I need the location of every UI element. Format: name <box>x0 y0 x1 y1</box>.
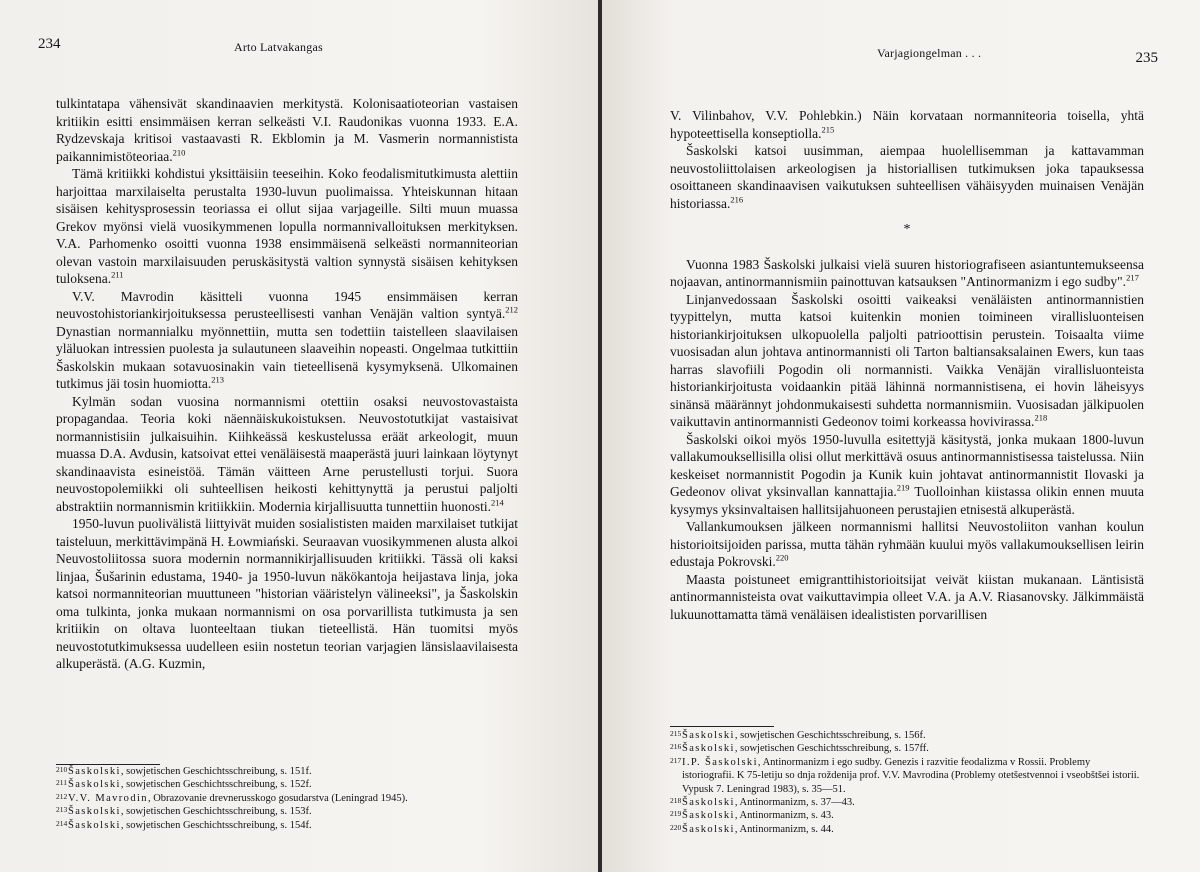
footnote <box>56 819 526 832</box>
paragraph-text: Tuolloinhan kiistassa olikin ennen muuta kysymys yksinvaltaisen hallitsijahuoneen perustajien etnisestä alkuperästä. <box>670 484 1144 517</box>
paragraph-text: Šaskolski oikoi myös 1950-luvulla esitettyjä käsitystä, jonka mukaan 1800-luvun vallakumouksellisilla olisi ollut merkittävä osuus antinormannistisessa taistelussa. Niin keskeiset normannistit Pogodin ja Kunik kuin johtavat antinormannistit Ilovaski ja Gedeonov olivat yksinvallan kannattajia. <box>670 431 1144 499</box>
paragraph <box>670 291 1144 431</box>
paragraph-text: Šaskolski katsoi uusimman, aiempaa huolellisemman ja kattavamman neuvostoliittolaisen arkeologisen ja historiallisen tutkimuksen joka tapauksessa osoittaneen skandinaavisen vaikutuksen suhteellisen vähäisyyden muinaisen Venäjän historiassa. <box>670 143 1144 211</box>
footnote-author: V.V. Mavrodin <box>68 792 148 804</box>
paragraph-text: Vallankumouksen jälkeen normannismi hallitsi Neuvostoliiton vanhan koulun historioitsijoiden parissa, mutta tähän ryhmään kuului myös vallakumouksellisen leirin edustaja Pokrovski. <box>670 519 1144 569</box>
footnote <box>670 729 1140 742</box>
footnote-text <box>682 796 1140 809</box>
running-head: Arto Latvakangas <box>234 40 323 54</box>
footnote-citation: , Antinormanizm, s. 43. <box>734 810 834 822</box>
footnote-ref: 214 <box>490 497 504 507</box>
paragraph-text: Dynastian normannialku myönnettiin, mutta sen todettiin taistelleen slaavilaisen yläluokan intressien puolesta ja sulautuneen slaaveihin nopeasti. Ongelmaa tutkittiin Šaskolskin mukaan sotavuosinakin vain tieteellisenä kysymyksenä. Ulkomainen tutkimus jäi tosin huomiotta. <box>56 323 518 391</box>
paragraph <box>56 165 518 288</box>
footnote-number: 211 <box>56 778 67 788</box>
left-page <box>0 0 598 872</box>
footnote-ref: 211 <box>111 269 124 280</box>
footnote-number: 219 <box>670 809 682 819</box>
footnote-text <box>682 756 1140 796</box>
footnote-citation: , Obrazovanie drevnerusskogo gosudarstva (Leningrad 1945). <box>147 792 408 804</box>
footnote-author: Šaskolski <box>682 810 735 822</box>
paragraph <box>670 431 1144 519</box>
footnote-author: I.P. Šaskolski <box>682 756 758 768</box>
footnote-text <box>682 823 1140 836</box>
footnote-citation: , sowjetischen Geschichtsschreibung, s. 157ff. <box>734 743 929 755</box>
footnote <box>56 778 526 791</box>
footnote-ref: 212 <box>505 304 518 315</box>
footnote-rule <box>670 726 774 727</box>
body-text-top <box>670 107 1144 212</box>
footnote-author: Šaskolski <box>68 779 121 791</box>
footnote-author: Šaskolski <box>68 766 121 777</box>
footnote <box>670 756 1140 796</box>
paragraph <box>56 393 518 516</box>
running-head: Varjagiongelman . . . <box>877 46 982 60</box>
footnote-author: Šaskolski <box>682 730 735 741</box>
paragraph-text: 1950-luvun puolivälistä liittyivät muiden sosialististen maiden marxilaiset tutkijat taisteluun, merkittävimpänä H. Łowmiański. Seuraavan vuosikymmenen alusta alkoi Neuvostoliitossa suora modernin normannikirjallisuuden kritiikki. Tässä oli kaksi linjaa, Šušarinin edustama, 1940- ja 1950-luvun näkökantoja heijastava linja, joka katsoi normanniteorian muuttuneen "historian vääristelyn välineeksi", ja Šaskolskin oma tulkinta, jonka mukaan normannismi on osa porvarillista tutkimusta ja sen kritiikin on oltava luonteeltaan tiukan tieteellistä. Hän tuomitsi myös neuvostotutkimuksessa uudelleen esiin nostetun teorian varjagien länsislaavilaisesta alkuperästä. (A.G. Kuzmin, <box>56 516 518 671</box>
footnote-text <box>68 819 526 832</box>
footnote-author: Šaskolski <box>682 823 735 835</box>
footnote-number: 210 <box>56 765 68 774</box>
footnote-text <box>68 805 526 818</box>
paragraph <box>56 515 518 673</box>
footnote-ref: 218 <box>1034 412 1048 423</box>
section-separator: * <box>903 222 911 237</box>
footnote-citation: , Antinormanizm, s. 37—43. <box>734 797 855 809</box>
footnote-citation: , sowjetischen Geschichtsschreibung, s. 154f. <box>120 819 312 831</box>
footnote-number: 218 <box>670 796 682 806</box>
footnote-ref: 220 <box>775 552 789 563</box>
footnote-ref: 213 <box>211 374 224 385</box>
paragraph <box>670 107 1144 142</box>
paragraph <box>670 571 1144 624</box>
footnote-number: 220 <box>670 822 682 832</box>
footnote-citation: , sowjetischen Geschichtsschreibung, s. 153f. <box>120 806 312 818</box>
page-number: 234 <box>38 36 61 52</box>
paragraph-text: Maasta poistuneet emigranttihistorioitsijat veivät kiistan mukanaan. Läntisistä antinormannisteista ovat vaikuttavimpia olleet V.A. ja A.V. Riasanovsky. Jälkimmäistä lukuunottamatta tämä venäläisen idealististen porvarillisen <box>670 571 1144 622</box>
footnote-text <box>68 792 526 805</box>
paragraph-text: V. Vilinbahov, V.V. Pohlebkin.) Näin korvataan normanniteoria toisella, yhtä hypoteettisella konseptiolla. <box>670 108 1144 141</box>
paragraph <box>670 518 1144 571</box>
paragraph-text: Kylmän sodan vuosina normannismi otettiin osaksi neuvostovastaista propagandaa. Teoria koki näennäiskukoistuksen. Neuvostotutkijat vastaisivat normannistisiin julkaisuihin. Kiihkeässä keskustelussa eräät arkeologit, muun muassa D.A. Avdusin, katsoivat ettei venäläisestä maaperästä juuri lainkaan löytynyt skandinaavista esineistöä. Tämän väitteen Arne perustellusti torjui. Suora neuvostopolemiikki oli suhteellisen heikosti kehittynyttä ja perustui paljolti abstraktiin normannismin kritiikkiin. Modernia kirjallisuutta tunnettiin huonosti. <box>56 393 518 514</box>
footnote-citation: , sowjetischen Geschichtsschreibung, s. 156f. <box>734 730 926 741</box>
footnote-ref: 210 <box>172 147 186 157</box>
footnote <box>56 805 526 818</box>
footnote <box>56 792 526 805</box>
body-text-bottom <box>670 256 1144 624</box>
footnote-citation: , Antinormanizm, s. 44. <box>734 823 834 835</box>
footnote-author: Šaskolski <box>68 819 121 831</box>
paragraph-text: tulkintatapa vähensivät skandinaavien merkitystä. Kolonisaatioteorian vastaisen kritiikin esitti ensimmäisen kerran selkeästi V.I. Raudonikas vuonna 1933. E.A. Rydzevskaja kritisoi vastaavasti R. Ekblomin ja M. Vasmerin normannistista paikannimistöteoriaa. <box>56 96 518 164</box>
body-text <box>670 107 1144 623</box>
footnote-number: 216 <box>670 742 682 752</box>
footnote-ref: 215 <box>821 124 835 134</box>
footnote <box>670 809 1140 822</box>
footnote-ref: 217 <box>1126 272 1139 283</box>
footnote <box>56 765 526 778</box>
paragraph-text: Vuonna 1983 Šaskolski julkaisi vielä suuren historiografiseen asiantuntemukseensa nojaavan, antinormannismiin painottuvan katsauksen "Antinormanizm i ego sudby". <box>670 256 1144 289</box>
paragraph <box>56 288 518 393</box>
footnote-author: Šaskolski <box>682 797 735 809</box>
footnote-text <box>68 765 526 778</box>
paragraph-text: V.V. Mavrodin käsitteli vuonna 1945 ensimmäisen kerran neuvostohistoriankirjoituksessa perusteellisesti vanhan Venäjän valtion syntyä. <box>56 288 518 321</box>
footnote-text <box>682 729 1140 742</box>
page-number: 235 <box>1135 50 1158 66</box>
right-page <box>602 0 1200 872</box>
footnotes <box>56 765 526 832</box>
footnote-author: Šaskolski <box>68 806 121 818</box>
footnote-ref: 219 <box>896 482 910 493</box>
paragraph <box>56 95 518 165</box>
paragraph <box>670 256 1144 291</box>
footnote <box>670 742 1140 755</box>
paragraph <box>670 142 1144 212</box>
body-text <box>56 95 518 673</box>
footnote-number: 212 <box>56 791 68 801</box>
footnote <box>670 823 1140 836</box>
footnote-text <box>68 778 526 791</box>
footnote-text <box>682 809 1140 822</box>
footnote-number: 215 <box>670 729 682 738</box>
footnote <box>670 796 1140 809</box>
footnote-number: 214 <box>56 818 68 828</box>
footnote-ref: 216 <box>730 194 744 204</box>
footnote-citation: , sowjetischen Geschichtsschreibung, s. 152f. <box>120 779 312 791</box>
footnote-text <box>682 742 1140 755</box>
paragraph-text: Linjanvedossaan Šaskolski osoitti vaikeaksi venäläisten antinormannistien tyypittelyn, mutta katsoi kuitenkin monien toimineen virallisluonteisen historiankirjoituksen ulkopuolella paljolti patrioottisin perustein. Toisaalta viime vuosisadan alun johtava antinormannisti oli Tarton baltiansaksalainen Ewers, kun taas harras slavofiili Pogodin oli normannisti. Vaikka Venäjän virallisluonteista historiankirjoitusta voidaankin pitää lähinnä normannistisena, ei hovin läheisyys sinänsä määrännyt johdonmukaisesti suhdetta normannismiin. Vuosisadan jälkipuolen vaikuttavin antinormannisti Gedeonov toimi korkeassa hovivirassa. <box>670 291 1144 429</box>
footnote-number: 213 <box>56 805 68 815</box>
footnote-citation: , sowjetischen Geschichtsschreibung, s. 151f. <box>120 766 312 777</box>
footnote-number: 217 <box>670 755 682 765</box>
paragraph-text: Tämä kritiikki kohdistui yksittäisiin teeseihin. Koko feodalismitutkimusta alettiin harjoittaa marxilaiselta perustalta 1930-luvun puolimaissa. Yhteiskunnan hitaan sisäisen kehitysprosessin teoriassa ei ollut sijaa varjageille. Silti muun muassa Grekov myönsi vielä vuosikymmenen lopulla normannivalloituksen merkityksen. V.A. Parhomenko osoitti vuonna 1938 ensimmäisenä selkeästi normanniteorian olevan vastoin marxilaisuuden peruskäsitystä valtion synnystä sisäisen kehityksen tuloksena. <box>56 166 518 286</box>
footnote-author: Šaskolski <box>682 743 735 755</box>
footnotes <box>670 729 1140 836</box>
footnote-citation: , Antinormanizm i ego sudby. Genezis i razvitie feodalizma v Rossii. Problemy istoriografii. K 75-letiju so dnja roždenija prof. V.V. Mavrodina (Problemy otetšestvennoi i vseobštšei istorii. Vypusk 7. Leningrad 1983), s. 35—51. <box>682 756 1140 795</box>
